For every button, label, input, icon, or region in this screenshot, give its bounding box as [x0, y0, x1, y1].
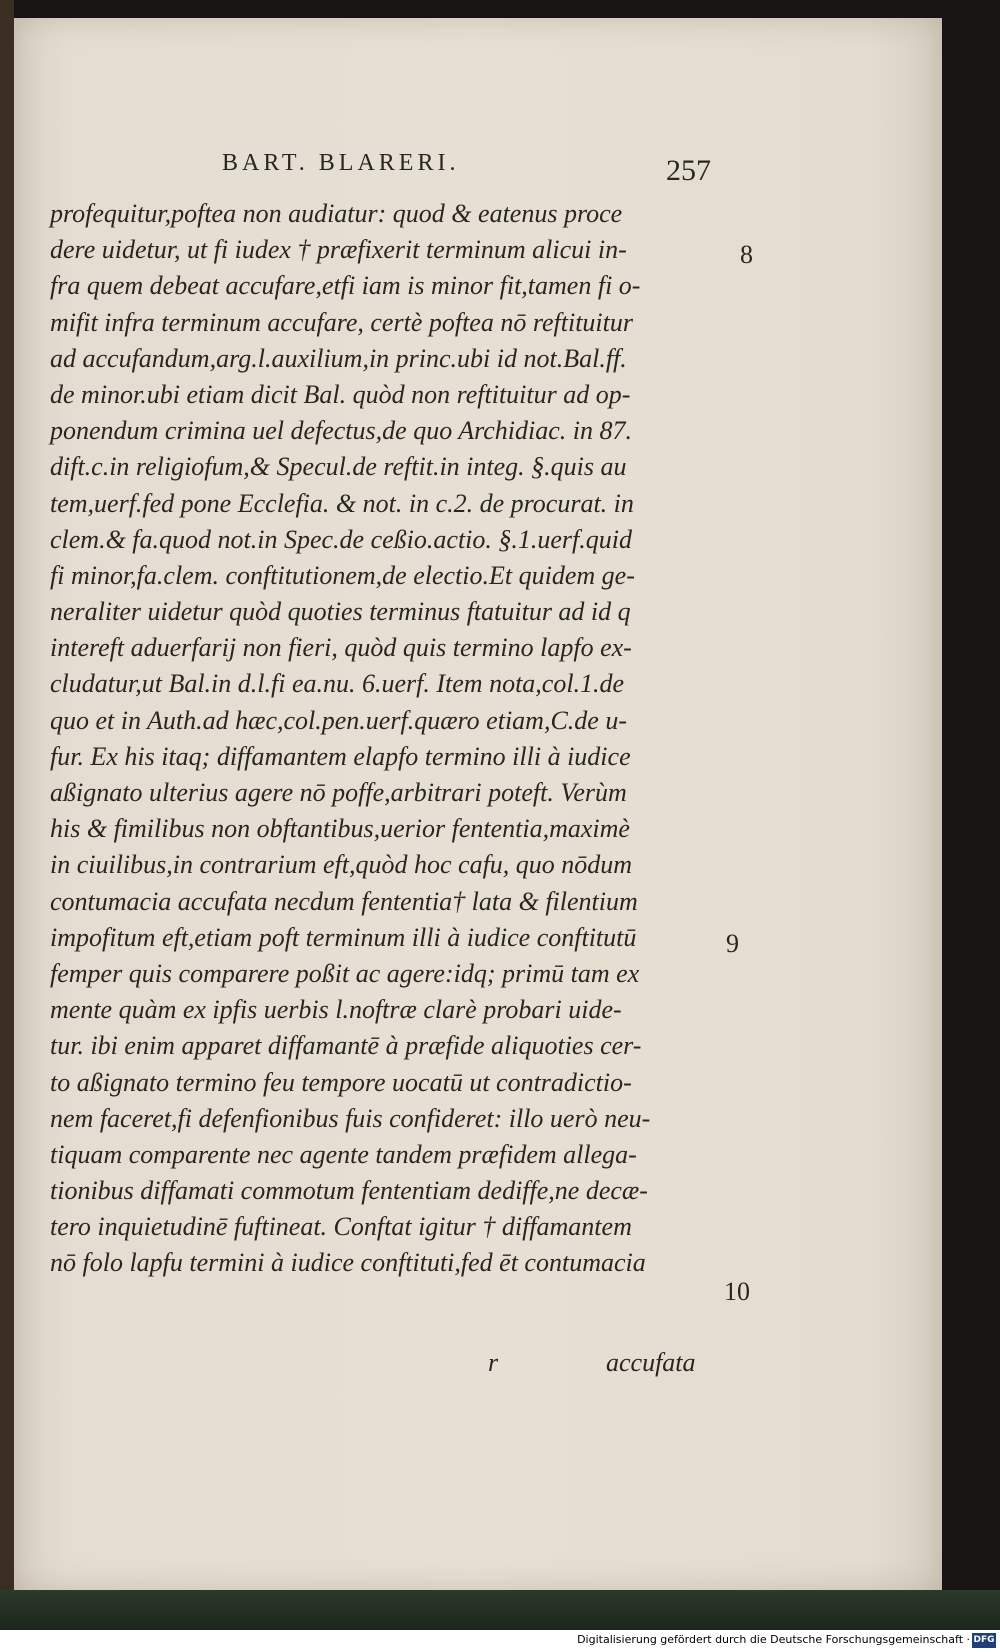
footer-credit: Digitalisierung gefördert durch die Deutsche Forschungsgemeinschaft · [577, 1633, 970, 1646]
running-title: BART. BLARERI. [222, 150, 460, 176]
text-line: aßignato ulterius agere nō poffe,arbitrari poteft. Verùm [50, 778, 627, 807]
text-line: quo et in Auth.ad hæc,col.pen.uerf.quæro etiam,C.de u- [50, 705, 627, 735]
text-line: cludatur,ut Bal.in d.l.fi ea.nu. 6.uerf. Item nota,col.1.de [50, 669, 625, 699]
text-line: tiquam comparente nec agente tandem præfidem allega- [50, 1139, 637, 1169]
text-line: mente quàm ex ipfis uerbis l.noftræ clarè probari uide- [50, 995, 622, 1025]
text-line: intereft aduerfarij non fieri, quòd quis termino lapfo ex- [50, 633, 632, 663]
text-line: dere uidetur, ut fi iudex † præfixerit terminum alicui in- [50, 235, 627, 265]
text-line: profequitur,poftea non audiatur: quod & eatenus proce [50, 199, 623, 228]
text-line: contumacia accufata necdum fententia† lata & filentium [50, 886, 638, 916]
text-line: fur. Ex his itaq; diffamantem elapfo termino illi à iudice [50, 741, 631, 771]
text-line: ponendum crimina uel defectus,de quo Archidiac. in 87. [50, 416, 633, 446]
text-line: fra quem debeat accufare,etfi iam is minor fit,tamen fi o- [50, 271, 641, 301]
margin-note-number: 8 [740, 240, 753, 269]
text-line: his & fimilibus non obftantibus,uerior fententia,maximè [50, 814, 630, 844]
text-line: in ciuilibus,in contrarium eft,quòd hoc cafu, quo nōdum [50, 850, 633, 880]
text-line: tem,uerf.fed pone Ecclefia. & not. in c.2. de procurat. in [50, 488, 634, 518]
dfg-logo-icon: DFG [972, 1633, 996, 1648]
margin-note-number: 10 [724, 1277, 750, 1306]
text-line: neraliter uidetur quòd quoties terminus ftatuitur ad id q [50, 597, 631, 627]
book-cover-bottom-edge [0, 1590, 1000, 1630]
text-line: nem faceret,fi defenfionibus fuis confideret: illo uerò neu- [50, 1103, 651, 1133]
text-line: nō folo lapfu termini à iudice conftituti,fed ēt contumacia [50, 1248, 646, 1278]
text-line: ad accufandum,arg.l.auxilium,in princ.ubi id not.Bal.ff. [50, 343, 627, 373]
text-line: dift.c.in religiofum,& Specul.de reftit.in integ. §.quis au [50, 452, 627, 482]
text-line: tur. ibi enim apparet diffamantē à præfide aliquoties cer- [50, 1031, 642, 1061]
text-line: femper quis comparere poßit ac agere:idq; primū tam ex [50, 958, 640, 988]
text-line: de minor.ubi etiam dicit Bal. quòd non reftituitur ad op- [50, 379, 631, 409]
margin-note-number: 9 [726, 929, 739, 958]
book-binding-edge [0, 0, 14, 1600]
body-text [50, 196, 730, 1282]
text-line: impofitum eft,etiam poft terminum illi à iudice conftitutū [50, 922, 637, 952]
signature-mark: r [488, 1348, 499, 1377]
text-line: fi minor,fa.clem. conftitutionem,de electio.Et quidem ge- [50, 560, 635, 590]
text-line: clem.& fa.quod not.in Spec.de ceßio.actio. §.1.uerf.quid [50, 524, 632, 554]
page-number: 257 [666, 154, 711, 187]
catchword: accufata [606, 1348, 696, 1377]
text-line: mifit infra terminum accufare, certè poftea nō reftituitur [50, 307, 633, 337]
text-line: to aßignato termino feu tempore uocatū ut contradictio- [50, 1067, 632, 1097]
text-line: tero inquietudinē fuftineat. Conftat igitur † diffamantem [50, 1212, 632, 1242]
text-line: tionibus diffamati commotum fententiam dediffe,ne decæ- [50, 1176, 648, 1206]
